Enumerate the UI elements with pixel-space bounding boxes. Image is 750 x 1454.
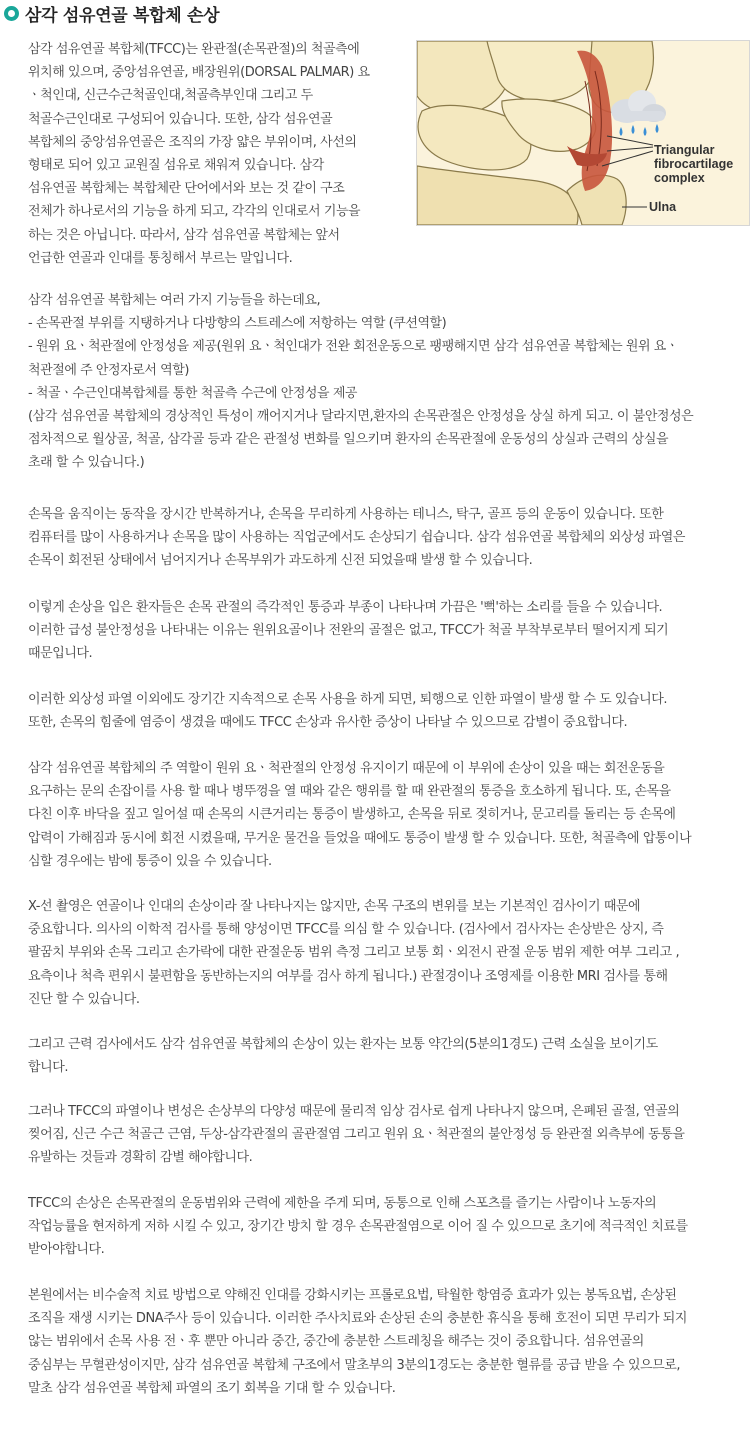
paragraph-line: - 원위 요ㆍ척관절에 안정성을 제공(원위 요ㆍ척인대가 전완 회전운동으로 팽팽해지면 삼각 섬유연골 복합체는 원위 요ㆍ — [28, 339, 679, 355]
paragraph-line: 복합체의 중앙섬유연골은 조직의 가장 얇은 부위이며, 사선의 — [28, 134, 357, 150]
paragraph — [28, 289, 693, 475]
paragraph — [28, 895, 679, 1011]
paragraph-line: 조직을 재생 시키는 DNA주사 등이 있습니다. 이러한 주사치료와 손상된 손의 충분한 휴식을 통해 호전이 되면 무리가 되지 — [28, 1311, 687, 1327]
paragraph-line: 척관절에 주 안정자로서 역할) — [28, 362, 189, 378]
paragraph-line: 초래 할 수 있습니다.) — [28, 455, 145, 471]
paragraph-line: 섬유연골 복합체는 복합체란 단어에서와 보는 것 같이 구조 — [28, 181, 345, 197]
paragraph-line: 작업능률을 현저하게 저하 시킬 수 있고, 장기간 방치 할 경우 손목관절염으로 이어 질 수 있으므로 초기에 적극적인 치료를 — [28, 1219, 688, 1235]
paragraph-line: 삼각 섬유연골 복합체는 여러 가지 기능들을 하는데요, — [28, 293, 321, 308]
paragraph-line: 본원에서는 비수술적 치료 방법으로 약해진 인대를 강화시키는 프롤로요법, 탁월한 항염증 효과가 있는 봉독요법, 손상된 — [28, 1288, 677, 1303]
paragraph-line: - 척골ㆍ수근인대복합체를 통한 척골측 수근에 안정성을 제공 — [28, 385, 358, 401]
paragraph-line: 때문입니다. — [28, 646, 93, 662]
paragraph-line: X-선 촬영은 연골이나 인대의 손상이라 잘 나타나지는 않지만, 손목 구조의 변위를 보는 기본적인 검사이기 때문에 — [28, 899, 641, 914]
paragraph — [28, 1033, 658, 1079]
page-title: 삼각 섬유연골 복합체 손상 — [25, 5, 220, 26]
paragraph-line: 압력이 가해짐과 동시에 회전 시켰을때, 무거운 물건을 들었을 때에도 통증이 발생 할 수 있습니다. 또한, 척골측에 압통이나 — [28, 830, 692, 846]
tfcc-label-line: fibrocartilage — [654, 157, 734, 171]
paragraph-line: 받아야합니다. — [28, 1242, 105, 1258]
paragraph-line: 삼각 섬유연골 복합체의 주 역할이 원위 요ㆍ척관절의 안정성 유지이기 때문에 이 부위에 손상이 있을 때는 회전운동을 — [28, 761, 665, 776]
section-header — [4, 0, 219, 26]
paragraph-line: 중심부는 무혈관성이지만, 삼각 섬유연골 복합체 구조에서 말초부의 3분의1경도는 충분한 혈류를 공급 받을 수 있으므로, — [28, 1357, 681, 1373]
paragraph-line: 요구하는 문의 손잡이를 사용 할 때나 병뚜껑을 열 때와 같은 행위를 할 때 완관절의 통증을 호소하게 됩니다. 또, 손목을 — [28, 784, 671, 800]
paragraph-line: 말초 삼각 섬유연골 복합체 파열의 조기 회복을 기대 할 수 있습니다. — [28, 1380, 396, 1396]
circle-bullet-icon — [4, 6, 19, 21]
paragraph-line: - 손목관절 부위를 지탱하거나 다방향의 스트레스에 저항하는 역할 (쿠션역할) — [28, 316, 447, 332]
paragraph — [28, 688, 667, 734]
paragraph-line: (삼각 섬유연골 복합체의 경상적인 특성이 깨어지거나 달라지면,환자의 손목관절은 안정성을 상실 하게 되고. 이 불안정성은 — [28, 409, 694, 425]
paragraph-line: 다친 이후 바닥을 짚고 일어설 때 손목의 시큰거리는 통증이 발생하고, 손목을 뒤로 젖히거나, 문고리를 돌리는 등 손목에 — [28, 807, 676, 823]
tfcc-label — [654, 143, 733, 185]
paragraph-line: 팔꿈치 부위와 손목 그리고 손가락에 대한 관절운동 범위 측정 그리고 보통 회ㆍ외전시 관절 운동 범위 제한 여부 그리고 , — [28, 945, 680, 961]
paragraph — [28, 757, 691, 873]
paragraph — [28, 1192, 688, 1262]
paragraph-line: 삼각 섬유연골 복합체(TFCC)는 완관절(손목관절)의 척골측에 — [28, 42, 360, 57]
wrist-bone-illustration — [417, 41, 749, 225]
paragraph-line: 위치해 있으며, 중앙섬유연골, 배장원위(DORSAL PALMAR) 요 — [28, 65, 370, 81]
paragraph-line: 찢어짐, 신근 수근 척골근 근염, 두상-삼각관절의 골관절염 그리고 원위 요ㆍ척관절의 불안정성 등 완관절 외측부에 동통을 — [28, 1127, 685, 1143]
tfcc-label-line: Triangular — [654, 143, 715, 157]
paragraph-line: 형태로 되어 있고 교원질 섬유로 채워져 있습니다. 삼각 — [28, 158, 324, 174]
paragraph — [28, 1284, 687, 1400]
paragraph-line: 않는 범위에서 손목 사용 전ㆍ후 뿐만 아니라 중간, 중간에 충분한 스트레칭을 해주는 것이 중요합니다. 섬유연골의 — [28, 1334, 644, 1350]
paragraph-line: 이러한 외상성 파열 이외에도 장기간 지속적으로 손목 사용을 하게 되면, 퇴행으로 인한 파열이 발생 할 수 도 있습니다. — [28, 692, 668, 707]
paragraph-line: 심할 경우에는 밤에 통증이 있을 수 있습니다. — [28, 853, 272, 869]
paragraph-line: 손목을 움직이는 동작을 장시간 반복하거나, 손목을 무리하게 사용하는 테니스, 탁구, 골프 등의 운동이 있습니다. 또한 — [28, 507, 664, 522]
paragraph-line: ㆍ척인대, 신근수근척골인대,척골측부인대 그리고 두 — [28, 88, 313, 104]
paragraph-line: 합니다. — [28, 1060, 69, 1076]
paragraph-line: 이러한 급성 불안정성을 나타내는 이유는 원위요골이나 전완의 골절은 없고, TFCC가 척골 부착부로부터 떨어지게 되기 — [28, 623, 669, 639]
paragraph-line: TFCC의 손상은 손목관절의 운동범위와 근력에 제한을 주게 되며, 동통으로 인해 스포츠를 즐기는 사람이나 노동자의 — [28, 1196, 657, 1211]
paragraph-line: 또한, 손목의 힘줄에 염증이 생겼을 때에도 TFCC 손상과 유사한 증상이 나타날 수 있으므로 감별이 중요합니다. — [28, 715, 628, 731]
paragraph-line: 손목이 회전된 상태에서 넘어지거나 손목부위가 과도하게 신전 되었을때 발생 할 수 있습니다. — [28, 553, 533, 569]
paragraph-line: 그러나 TFCC의 파열이나 변성은 손상부의 다양성 때문에 물리적 임상 검사로 쉽게 나타나지 않으며, 은폐된 골절, 연골의 — [28, 1104, 680, 1119]
paragraph-line: 언급한 연골과 인대를 통칭해서 부르는 말입니다. — [28, 250, 293, 266]
paragraph-line: 점차적으로 월상골, 척골, 삼각골 등과 같은 관절성 변화를 일으키며 환자의 손목관절에 운동성의 상실과 근력의 상실을 — [28, 432, 669, 448]
paragraph-line: 그리고 근력 검사에서도 삼각 섬유연골 복합체의 손상이 있는 환자는 보통 약간의(5분의1경도) 근력 소실을 보이기도 — [28, 1037, 658, 1052]
paragraph-line: 하는 것은 아닙니다. 따라서, 삼각 섬유연골 복합체는 앞서 — [28, 227, 340, 243]
ulna-label: Ulna — [649, 200, 677, 214]
paragraph — [28, 38, 370, 270]
paragraph — [28, 1100, 684, 1170]
paragraph-line: 요측이나 척측 편위시 불편함을 동반하는지의 여부를 검사 하게 됩니다.) 관절경이나 조영제를 이용한 MRI 검사를 통해 — [28, 968, 668, 984]
tfcc-label-line: complex — [654, 171, 705, 185]
paragraph-line: 척골수근인대로 구성되어 있습니다. 또한, 삼각 섬유연골 — [28, 111, 333, 127]
paragraph-line: 이렇게 손상을 입은 환자들은 손목 관절의 즉각적인 통증과 부종이 나타나며 가끔은 '뻑'하는 소리를 들을 수 있습니다. — [28, 600, 663, 615]
tfcc-anatomy-figure — [416, 40, 750, 226]
paragraph-line: 전체가 하나로서의 기능을 하게 되고, 각각의 인대로서 기능을 — [28, 204, 361, 220]
paragraph — [28, 596, 668, 666]
paragraph-line: 컴퓨터를 많이 사용하거나 손목을 많이 사용하는 직업군에서도 손상되기 쉽습니다. 삼각 섬유연골 복합체의 외상성 파열은 — [28, 530, 685, 546]
paragraph — [28, 503, 685, 573]
paragraph-line: 중요합니다. 의사의 이학적 검사를 통해 양성이면 TFCC를 의심 할 수 있습니다. (검사에서 검사자는 손상받은 상지, 즉 — [28, 922, 664, 938]
paragraph-line: 진단 할 수 있습니다. — [28, 991, 140, 1007]
paragraph-line: 유발하는 것들과 경확히 감별 해야합니다. — [28, 1150, 253, 1166]
